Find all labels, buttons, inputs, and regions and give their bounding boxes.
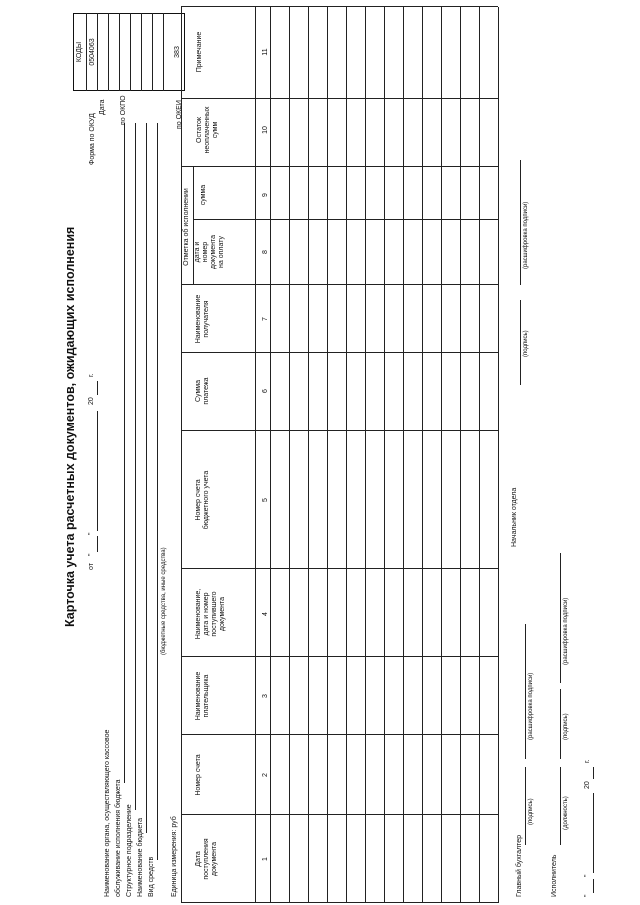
executor-label: Исполнитель (551, 854, 558, 897)
col-num-2: 2 (262, 773, 269, 777)
okpo-label: по ОКПО (120, 95, 127, 125)
table-column-line (181, 568, 498, 569)
chief-accountant-decode-line[interactable] (525, 624, 526, 759)
table-row-line (365, 7, 366, 903)
table-row-line (346, 7, 347, 903)
bottom-date-quote-open: " (584, 894, 591, 897)
executor-decode-caption: (расшифровка подписи) (563, 597, 569, 665)
col-header-4: Наименование, дата и номер поступившего документа (195, 588, 227, 640)
col-header-7: Наименование получателя (195, 294, 211, 344)
table-row-line (403, 7, 404, 903)
table-column-line (181, 166, 498, 167)
col-num-9: 9 (262, 193, 269, 197)
col-num-11: 11 (262, 48, 269, 56)
org-name-label-1: Наименование органа, осуществляющего кассовое (104, 729, 111, 897)
okud-code-value: 0504063 (89, 38, 96, 66)
table-row-line (460, 7, 461, 903)
col-num-4: 4 (262, 612, 269, 616)
table-row-line (308, 7, 309, 903)
dept-sign-caption: (подпись) (523, 330, 529, 357)
col-header-6: Сумма платежа (195, 377, 211, 405)
col-header-5: Номер счета бюджетного учета (195, 470, 211, 530)
okei-label: по ОКЕИ (176, 100, 183, 129)
bottom-year-suffix: г. (584, 759, 591, 763)
table-row-line (384, 7, 385, 903)
table-column-line (181, 98, 498, 99)
col-num-8: 8 (262, 250, 269, 254)
col-header-9: сумма (200, 184, 207, 206)
codes-divider (152, 13, 153, 91)
table-column-line (181, 734, 498, 735)
col-num-5: 5 (262, 498, 269, 502)
chief-accountant-sign-line[interactable] (525, 767, 526, 845)
table-column-line (181, 656, 498, 657)
table-column-line (181, 814, 498, 815)
dept-head-sign-line[interactable] (520, 300, 521, 385)
okei-code-value: 383 (174, 46, 181, 58)
executor-position-line[interactable] (560, 767, 561, 845)
budget-name-label: Наименование бюджета (137, 817, 144, 897)
table-column-line (181, 430, 498, 431)
table-column-line (181, 284, 498, 285)
dept-head-label: Начальник отдела (511, 487, 518, 547)
chief-decode-caption: (расшифровка подписи) (528, 672, 534, 740)
col-header-10: Остаток неоплаченных сумм (196, 106, 220, 154)
bottom-day-blank[interactable] (593, 879, 594, 893)
table-row-line (498, 7, 499, 903)
table-numbers-bottom (270, 7, 271, 903)
col-header-1: Дата поступления документа (195, 838, 219, 880)
col-num-10: 10 (262, 126, 269, 134)
date-year-blank[interactable] (97, 381, 98, 395)
col-header-2: Номер счета (195, 754, 202, 796)
codes-divider (108, 13, 109, 91)
dept-head-decode-line[interactable] (520, 160, 521, 285)
position-caption: (должность) (563, 796, 569, 830)
table-row-line (479, 7, 480, 903)
org-name-field[interactable] (124, 123, 125, 783)
col-num-6: 6 (262, 389, 269, 393)
bottom-year-blank[interactable] (593, 767, 594, 779)
table-column-line (181, 6, 498, 7)
codes-divider (141, 13, 142, 91)
table-column-line (193, 219, 498, 220)
codes-divider (97, 13, 98, 91)
date-month-blank[interactable] (97, 411, 98, 531)
struct-unit-label: Структурное подразделение (126, 804, 133, 897)
table-column-line (181, 352, 498, 353)
chief-accountant-label: Главный бухгалтер (516, 835, 523, 897)
col-header-3: Наименование плательщика (195, 671, 211, 721)
date-from-label: от (88, 563, 95, 570)
unit-label: Единица измерения: руб (171, 816, 178, 897)
bottom-month-blank[interactable] (593, 793, 594, 873)
bottom-year-prefix: 20 (584, 781, 591, 789)
col-num-1: 1 (262, 857, 269, 861)
fund-type-hint: (бюджетные средства, иные средства) (161, 547, 167, 655)
fund-type-field[interactable] (157, 123, 158, 860)
table-row-line (289, 7, 290, 903)
col-header-group-8-9: Отметка об исполнении (183, 188, 190, 266)
fund-type-label: Вид средств (148, 856, 155, 897)
codes-divider (86, 13, 87, 91)
executor-sign-caption: (подпись) (563, 713, 569, 740)
table-row-line (441, 7, 442, 903)
date-day-blank[interactable] (97, 536, 98, 552)
struct-unit-field[interactable] (135, 123, 136, 810)
codes-header: КОДЫ (76, 41, 83, 63)
form-title: Карточка учета расчетных документов, ожидающих исполнения (63, 226, 77, 627)
dept-decode-caption: (расшифровка подписи) (523, 201, 529, 269)
executor-decode-line[interactable] (560, 553, 561, 683)
date-quote-close: " (88, 532, 95, 535)
okud-label: Форма по ОКУД (89, 113, 96, 165)
col-num-7: 7 (262, 317, 269, 321)
table-row-line (327, 7, 328, 903)
date-code-label: Дата (99, 99, 106, 115)
codes-divider (163, 13, 164, 91)
codes-divider (119, 13, 120, 91)
date-year-prefix: 20 (88, 397, 95, 405)
table-top-border (181, 7, 182, 903)
table-row-line (422, 7, 423, 903)
org-name-label-2: обслуживание исполнения бюджета (115, 779, 122, 897)
chief-sign-caption: (подпись) (528, 798, 534, 825)
col-header-11: Примечание (196, 31, 203, 73)
date-year-suffix: г. (88, 373, 95, 377)
budget-name-field[interactable] (146, 123, 147, 833)
codes-divider (130, 13, 131, 91)
date-quote-open: " (88, 553, 95, 556)
col-num-3: 3 (262, 694, 269, 698)
executor-sign-line[interactable] (560, 689, 561, 759)
table-column-line (181, 902, 498, 903)
col-header-8: дата и номер документа на оплату (194, 234, 226, 270)
bottom-date-quote-close: " (584, 874, 591, 877)
table-header-bottom (255, 7, 256, 903)
